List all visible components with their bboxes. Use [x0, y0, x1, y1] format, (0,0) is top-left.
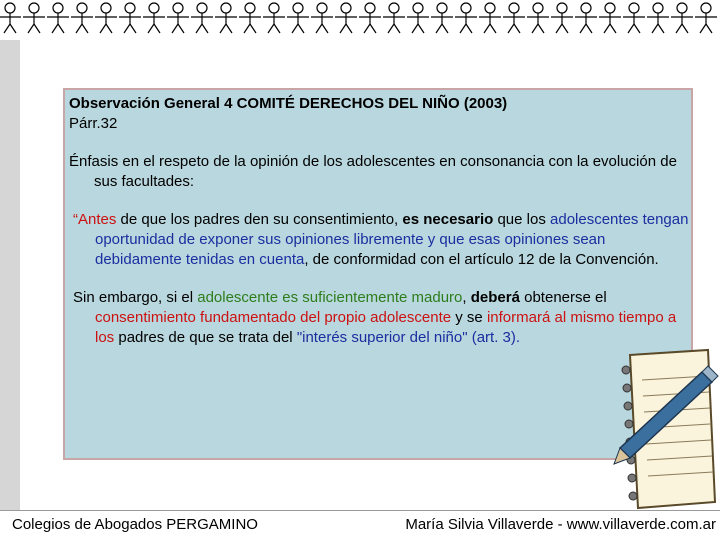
notepad-pen-icon	[590, 330, 720, 510]
quote-paragraph	[69, 210, 689, 270]
slide-title: Observación General 4 COMITÉ DERECHOS DEL NIÑO (2003)	[69, 95, 508, 112]
however-text-4: y se	[451, 309, 487, 326]
stick-figures-border	[0, 0, 720, 36]
stick-figures-icon	[0, 0, 720, 36]
slide-content	[69, 94, 689, 348]
however-red-text-2: informará al mismo tiempo a los	[95, 309, 677, 346]
however-text-1: Sin embargo, si el	[73, 289, 198, 306]
however-red-text-1: consentimiento fundamentado del propio adolescente	[95, 309, 452, 326]
quote-text-1: de que los padres den su consentimiento,	[116, 211, 403, 228]
however-text-2: ,	[462, 289, 471, 306]
emphasis-paragraph: Énfasis en el respeto de la opinión de los adolescentes en consonancia con la evolución de sus facultades:	[69, 153, 677, 190]
however-green-text: adolescente es suficientemente maduro	[197, 289, 463, 306]
quote-text-3: , de conformidad con el artículo 12 de la Convención.	[304, 251, 659, 268]
quote-blue-text: adolescentes tengan oportunidad de exponer sus opiniones libremente y que esas opiniones sean debidamente tenidas en cuenta	[95, 211, 689, 268]
quote-emphasis: es necesario	[402, 211, 494, 228]
footer-bar	[0, 510, 720, 541]
however-bold: deberá	[470, 289, 520, 306]
footer-right-text: María Silvia Villaverde - www.villaverde.com.ar	[405, 516, 716, 533]
quote-open: “Antes	[73, 211, 117, 228]
quote-text-2: que los	[493, 211, 551, 228]
paragraph-reference: Párr.32	[69, 115, 118, 132]
however-text-3: obtenerse el	[519, 289, 607, 306]
however-text-5: padres de que se trata del	[114, 329, 297, 346]
however-blue-text: "interés superior del niño" (art. 3).	[296, 329, 521, 346]
footer-left-text: Colegios de Abogados PERGAMINO	[12, 516, 258, 533]
